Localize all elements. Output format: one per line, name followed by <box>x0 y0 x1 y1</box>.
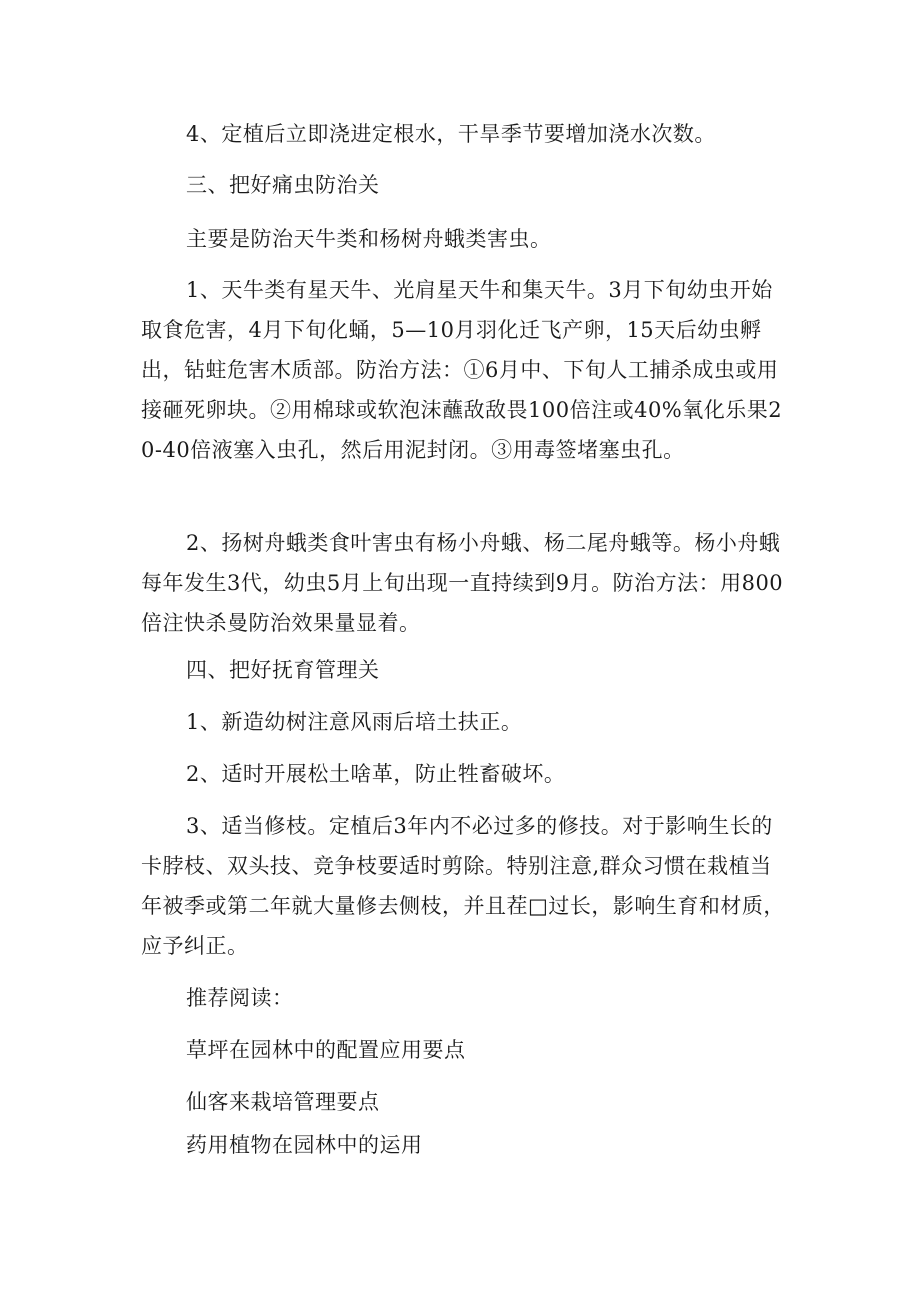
paragraph-watering: 4、定植后立即浇进定根水，干旱季节要增加浇水次数。 <box>186 122 716 146</box>
section-heading-tending: 四、把好抚育管理关 <box>186 658 380 682</box>
paragraph-loosening-soil: 2、适时开展松土啥革，防止牲畜破坏。 <box>186 762 566 786</box>
recommended-link[interactable]: 药用植物在园林中的运用 <box>186 1133 423 1157</box>
paragraph-poplar-moth: 2、扬树舟蛾类食叶害虫有杨小舟蛾、杨二尾舟蛾等。杨小舟蛾每年发生3代，幼虫5月上旬出现一直持续到9月。防治方法：用800倍注快杀曼防治效果量显着。 <box>141 531 784 635</box>
section-heading-pest-control: 三、把好痛虫防治关 <box>186 173 380 197</box>
recommended-link[interactable]: 草坪在园林中的配置应用要点 <box>186 1038 466 1062</box>
paragraph-pest-intro: 主要是防治天牛类和杨树舟蛾类害虫。 <box>186 227 552 251</box>
paragraph-new-trees: 1、新造幼树注意风雨后培土扶正。 <box>186 710 523 734</box>
paragraph-pruning: 3、适当修枝。定植后3年内不必过多的修技。对于影响生长的卡脖枝、双头技、竞争枝要适时剪除。特别注意,群众习惯在栽植当年被季或第二年就大量修去侧枝，并且茬□过长，影响生育和材质，应予纠正。 <box>141 814 785 958</box>
recommended-heading: 推荐阅读： <box>186 986 294 1010</box>
paragraph-longhorn-beetle: 1、天牛类有星天牛、光肩星天牛和集天牛。3月下旬幼虫开始取食危害，4月下旬化蛹，5—10月羽化迁飞产卵，15天后幼虫孵出，钻蛀危害木质部。防治方法：①6月中、下旬人工捕杀成虫或用接砸死卵块。②用棉球或软泡沫蘸敌敌畏100倍注或40%氧化乐果20-40倍液塞入虫孔，然后用泥封闭。③用毒签堵塞虫孔。 <box>141 278 783 462</box>
recommended-link[interactable]: 仙客来栽培管理要点 <box>186 1090 380 1114</box>
